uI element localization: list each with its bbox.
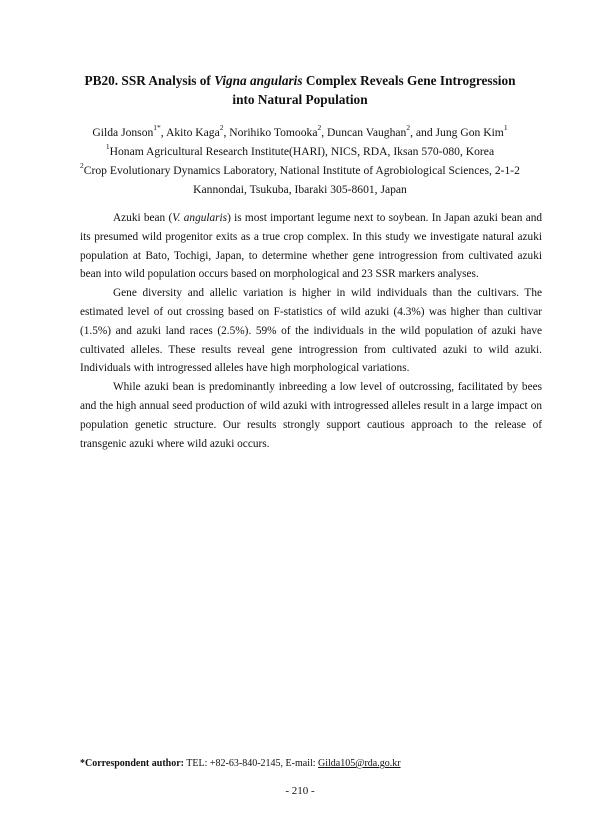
abstract-paragraph-3: While azuki bean is predominantly inbreeding a low level of outcrossing, facilitated by bees and the high annual seed production of wild azuki with introgressed alleles result in a large impact on population genetic structure. Our results strongly support cautious approach to the release of transgenic azuki where wild azuki occurs. bbox=[80, 381, 542, 450]
paper-title bbox=[40, 71, 560, 109]
author-block bbox=[40, 123, 560, 199]
title-line-2: into Natural Population bbox=[232, 92, 368, 107]
author: Gilda Jonson$^{1*}$, bbox=[92, 123, 166, 139]
contact-info: TEL: +82-63-840-2145, E-mail: bbox=[183, 758, 319, 769]
author: Akito Kaga$^2$, bbox=[165, 123, 230, 139]
title-line-1: PB20. SSR Analysis of Vigna angularis Complex Reveals Gene Introgression bbox=[84, 73, 516, 88]
page-number: - 210 - bbox=[285, 785, 315, 797]
author: Duncan Vaughan$^2$, and bbox=[327, 123, 436, 139]
correspondent-label: *Correspondent author: bbox=[80, 758, 184, 769]
correspondence-footnote bbox=[80, 757, 550, 771]
author: Jung Gon Kim$^1$ bbox=[435, 123, 508, 139]
author-list bbox=[40, 123, 560, 142]
abstract-paragraph-1: Azuki bean (V. angularis) is most important legume next to soybean. In Japan azuki bean and its presumed wild progenitor exits as a true crop complex. In this study we investigate natural azuki population at Bato, Tochigi, Japan, to determine whether gene introgression from cultivated azuki bean into wild population occurs based on morphological and 23 SSR markers analyses. bbox=[80, 212, 543, 281]
email-link[interactable]: Gilda105@rda.go.kr bbox=[318, 758, 401, 769]
abstract-body bbox=[80, 209, 542, 453]
affiliation-2: $^2$Crop Evolutionary Dynamics Laboratory, National Institute of Agrobiological Sciences, 2-1-2 bbox=[80, 161, 520, 177]
abstract-paragraph-2: Gene diversity and allelic variation is higher in wild individuals than the cultivars. The estimated level of out crossing based on F-statistics of wild azuki (4.3%) was higher than cultivar (1.5%) and azuki land races (2.5%). 59% of the individuals in the wild population of azuki have cultivated alleles. These results reveal gene introgression from cultivated azuki to wild azuki. Individuals with introgressed alleles have high morphological variations. bbox=[80, 287, 542, 375]
affiliation-2-continued: Kannondai, Tsukuba, Ibaraki 305-8601, Japan bbox=[193, 183, 407, 196]
author: Norihiko Tomooka$^2$, bbox=[229, 123, 328, 139]
affiliation-1: $^1$Honam Agricultural Research Institute(HARI), NICS, RDA, Iksan 570-080, Korea bbox=[105, 142, 495, 158]
